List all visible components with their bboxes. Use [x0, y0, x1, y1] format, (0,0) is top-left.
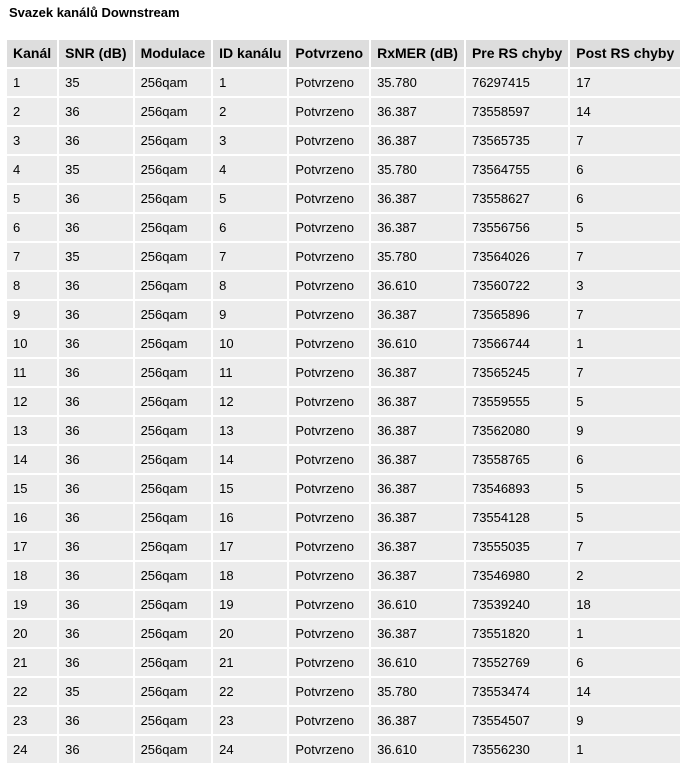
- cell-kanal: 3: [7, 127, 57, 154]
- table-row: [7, 446, 680, 473]
- cell-post-rs: 7: [570, 359, 680, 386]
- cell-id-kanalu: 17: [213, 533, 287, 560]
- cell-rxmer: 36.387: [371, 504, 464, 531]
- cell-rxmer: 36.610: [371, 272, 464, 299]
- cell-rxmer: 35.780: [371, 156, 464, 183]
- cell-modulace: 256qam: [135, 591, 212, 618]
- cell-post-rs: 7: [570, 301, 680, 328]
- cell-kanal: 24: [7, 736, 57, 763]
- cell-id-kanalu: 8: [213, 272, 287, 299]
- cell-modulace: 256qam: [135, 736, 212, 763]
- cell-snr: 36: [59, 98, 132, 125]
- header-rxmer: RxMER (dB): [371, 40, 464, 67]
- cell-pre-rs: 73546980: [466, 562, 568, 589]
- cell-rxmer: 36.387: [371, 417, 464, 444]
- cell-pre-rs: 73555035: [466, 533, 568, 560]
- cell-snr: 36: [59, 330, 132, 357]
- cell-rxmer: 36.387: [371, 533, 464, 560]
- cell-pre-rs: 73558627: [466, 185, 568, 212]
- cell-id-kanalu: 12: [213, 388, 287, 415]
- cell-id-kanalu: 16: [213, 504, 287, 531]
- cell-pre-rs: 73553474: [466, 678, 568, 705]
- cell-kanal: 18: [7, 562, 57, 589]
- table-row: [7, 736, 680, 763]
- cell-potvrzeno: Potvrzeno: [289, 736, 369, 763]
- cell-modulace: 256qam: [135, 620, 212, 647]
- cell-post-rs: 17: [570, 69, 680, 96]
- cell-id-kanalu: 2: [213, 98, 287, 125]
- table-row: [7, 707, 680, 734]
- table-row: [7, 591, 680, 618]
- cell-post-rs: 1: [570, 620, 680, 647]
- cell-modulace: 256qam: [135, 301, 212, 328]
- cell-kanal: 15: [7, 475, 57, 502]
- cell-kanal: 9: [7, 301, 57, 328]
- cell-kanal: 20: [7, 620, 57, 647]
- cell-rxmer: 35.780: [371, 69, 464, 96]
- cell-rxmer: 36.610: [371, 330, 464, 357]
- table-row: [7, 98, 680, 125]
- cell-potvrzeno: Potvrzeno: [289, 562, 369, 589]
- table-row: [7, 127, 680, 154]
- cell-rxmer: 36.387: [371, 98, 464, 125]
- cell-snr: 36: [59, 620, 132, 647]
- header-pre-rs: Pre RS chyby: [466, 40, 568, 67]
- header-snr: SNR (dB): [59, 40, 132, 67]
- table-body: [7, 69, 680, 763]
- cell-post-rs: 9: [570, 707, 680, 734]
- cell-kanal: 4: [7, 156, 57, 183]
- table-row: [7, 678, 680, 705]
- cell-rxmer: 36.387: [371, 359, 464, 386]
- page-title: Svazek kanálů Downstream: [9, 5, 180, 20]
- cell-modulace: 256qam: [135, 243, 212, 270]
- cell-potvrzeno: Potvrzeno: [289, 533, 369, 560]
- table-row: [7, 649, 680, 676]
- cell-modulace: 256qam: [135, 98, 212, 125]
- cell-modulace: 256qam: [135, 533, 212, 560]
- cell-potvrzeno: Potvrzeno: [289, 69, 369, 96]
- cell-potvrzeno: Potvrzeno: [289, 388, 369, 415]
- cell-snr: 36: [59, 475, 132, 502]
- cell-snr: 35: [59, 156, 132, 183]
- cell-kanal: 13: [7, 417, 57, 444]
- cell-potvrzeno: Potvrzeno: [289, 359, 369, 386]
- cell-potvrzeno: Potvrzeno: [289, 272, 369, 299]
- cell-id-kanalu: 19: [213, 591, 287, 618]
- cell-modulace: 256qam: [135, 69, 212, 96]
- cell-rxmer: 36.387: [371, 446, 464, 473]
- cell-potvrzeno: Potvrzeno: [289, 707, 369, 734]
- cell-snr: 35: [59, 678, 132, 705]
- cell-potvrzeno: Potvrzeno: [289, 504, 369, 531]
- table-row: [7, 417, 680, 444]
- cell-post-rs: 14: [570, 98, 680, 125]
- cell-modulace: 256qam: [135, 272, 212, 299]
- cell-rxmer: 36.387: [371, 562, 464, 589]
- cell-snr: 36: [59, 388, 132, 415]
- cell-kanal: 22: [7, 678, 57, 705]
- cell-snr: 36: [59, 214, 132, 241]
- cell-potvrzeno: Potvrzeno: [289, 243, 369, 270]
- cell-pre-rs: 73564026: [466, 243, 568, 270]
- cell-post-rs: 5: [570, 388, 680, 415]
- cell-post-rs: 3: [570, 272, 680, 299]
- cell-post-rs: 5: [570, 504, 680, 531]
- cell-pre-rs: 76297415: [466, 69, 568, 96]
- cell-post-rs: 1: [570, 736, 680, 763]
- cell-snr: 36: [59, 127, 132, 154]
- cell-post-rs: 14: [570, 678, 680, 705]
- cell-kanal: 14: [7, 446, 57, 473]
- table-row: [7, 214, 680, 241]
- cell-rxmer: 36.387: [371, 214, 464, 241]
- cell-kanal: 1: [7, 69, 57, 96]
- cell-kanal: 6: [7, 214, 57, 241]
- header-id-kanalu: ID kanálu: [213, 40, 287, 67]
- cell-rxmer: 36.610: [371, 649, 464, 676]
- cell-modulace: 256qam: [135, 707, 212, 734]
- cell-post-rs: 7: [570, 533, 680, 560]
- cell-snr: 36: [59, 272, 132, 299]
- cell-id-kanalu: 15: [213, 475, 287, 502]
- cell-modulace: 256qam: [135, 504, 212, 531]
- header-potvrzeno: Potvrzeno: [289, 40, 369, 67]
- header-kanal: Kanál: [7, 40, 57, 67]
- cell-rxmer: 36.387: [371, 475, 464, 502]
- table-row: [7, 301, 680, 328]
- cell-snr: 36: [59, 707, 132, 734]
- cell-id-kanalu: 22: [213, 678, 287, 705]
- cell-potvrzeno: Potvrzeno: [289, 330, 369, 357]
- cell-potvrzeno: Potvrzeno: [289, 127, 369, 154]
- cell-id-kanalu: 13: [213, 417, 287, 444]
- cell-modulace: 256qam: [135, 388, 212, 415]
- cell-rxmer: 36.387: [371, 301, 464, 328]
- cell-potvrzeno: Potvrzeno: [289, 620, 369, 647]
- cell-modulace: 256qam: [135, 475, 212, 502]
- cell-potvrzeno: Potvrzeno: [289, 446, 369, 473]
- cell-potvrzeno: Potvrzeno: [289, 185, 369, 212]
- cell-snr: 36: [59, 185, 132, 212]
- cell-id-kanalu: 14: [213, 446, 287, 473]
- cell-pre-rs: 73562080: [466, 417, 568, 444]
- cell-pre-rs: 73560722: [466, 272, 568, 299]
- cell-kanal: 23: [7, 707, 57, 734]
- table-row: [7, 359, 680, 386]
- cell-id-kanalu: 11: [213, 359, 287, 386]
- cell-snr: 36: [59, 504, 132, 531]
- cell-id-kanalu: 7: [213, 243, 287, 270]
- cell-post-rs: 1: [570, 330, 680, 357]
- cell-snr: 36: [59, 562, 132, 589]
- header-row: [7, 40, 680, 67]
- cell-potvrzeno: Potvrzeno: [289, 301, 369, 328]
- cell-rxmer: 35.780: [371, 243, 464, 270]
- cell-pre-rs: 73551820: [466, 620, 568, 647]
- cell-post-rs: 7: [570, 127, 680, 154]
- cell-snr: 36: [59, 301, 132, 328]
- cell-id-kanalu: 24: [213, 736, 287, 763]
- cell-pre-rs: 73554128: [466, 504, 568, 531]
- cell-id-kanalu: 20: [213, 620, 287, 647]
- cell-potvrzeno: Potvrzeno: [289, 649, 369, 676]
- cell-pre-rs: 73554507: [466, 707, 568, 734]
- cell-pre-rs: 73566744: [466, 330, 568, 357]
- cell-kanal: 11: [7, 359, 57, 386]
- cell-kanal: 17: [7, 533, 57, 560]
- cell-pre-rs: 73539240: [466, 591, 568, 618]
- cell-rxmer: 36.387: [371, 388, 464, 415]
- cell-modulace: 256qam: [135, 156, 212, 183]
- cell-potvrzeno: Potvrzeno: [289, 156, 369, 183]
- cell-potvrzeno: Potvrzeno: [289, 98, 369, 125]
- table-row: [7, 475, 680, 502]
- cell-rxmer: 36.610: [371, 591, 464, 618]
- header-post-rs: Post RS chyby: [570, 40, 680, 67]
- table-row: [7, 272, 680, 299]
- cell-pre-rs: 73564755: [466, 156, 568, 183]
- cell-modulace: 256qam: [135, 446, 212, 473]
- cell-modulace: 256qam: [135, 330, 212, 357]
- cell-post-rs: 6: [570, 649, 680, 676]
- cell-snr: 36: [59, 417, 132, 444]
- table-row: [7, 330, 680, 357]
- cell-snr: 36: [59, 533, 132, 560]
- cell-id-kanalu: 5: [213, 185, 287, 212]
- table-row: [7, 562, 680, 589]
- cell-snr: 35: [59, 69, 132, 96]
- cell-pre-rs: 73552769: [466, 649, 568, 676]
- cell-id-kanalu: 18: [213, 562, 287, 589]
- cell-id-kanalu: 6: [213, 214, 287, 241]
- cell-rxmer: 36.387: [371, 185, 464, 212]
- header-modulace: Modulace: [135, 40, 212, 67]
- cell-snr: 36: [59, 736, 132, 763]
- cell-kanal: 12: [7, 388, 57, 415]
- table-header: [7, 40, 680, 67]
- cell-id-kanalu: 4: [213, 156, 287, 183]
- cell-id-kanalu: 23: [213, 707, 287, 734]
- cell-modulace: 256qam: [135, 678, 212, 705]
- cell-pre-rs: 73565245: [466, 359, 568, 386]
- cell-snr: 36: [59, 591, 132, 618]
- cell-snr: 36: [59, 359, 132, 386]
- cell-potvrzeno: Potvrzeno: [289, 475, 369, 502]
- cell-post-rs: 18: [570, 591, 680, 618]
- cell-pre-rs: 73559555: [466, 388, 568, 415]
- table-row: [7, 533, 680, 560]
- cell-id-kanalu: 3: [213, 127, 287, 154]
- table-row: [7, 620, 680, 647]
- cell-pre-rs: 73565735: [466, 127, 568, 154]
- table-row: [7, 388, 680, 415]
- cell-pre-rs: 73565896: [466, 301, 568, 328]
- cell-post-rs: 7: [570, 243, 680, 270]
- cell-post-rs: 9: [570, 417, 680, 444]
- cell-modulace: 256qam: [135, 562, 212, 589]
- cell-kanal: 10: [7, 330, 57, 357]
- cell-post-rs: 6: [570, 446, 680, 473]
- cell-kanal: 8: [7, 272, 57, 299]
- cell-post-rs: 2: [570, 562, 680, 589]
- cell-snr: 36: [59, 446, 132, 473]
- cell-pre-rs: 73546893: [466, 475, 568, 502]
- cell-id-kanalu: 9: [213, 301, 287, 328]
- table-row: [7, 243, 680, 270]
- cell-id-kanalu: 1: [213, 69, 287, 96]
- cell-pre-rs: 73558597: [466, 98, 568, 125]
- cell-potvrzeno: Potvrzeno: [289, 591, 369, 618]
- cell-kanal: 5: [7, 185, 57, 212]
- cell-id-kanalu: 21: [213, 649, 287, 676]
- table-row: [7, 504, 680, 531]
- cell-kanal: 7: [7, 243, 57, 270]
- cell-rxmer: 36.387: [371, 620, 464, 647]
- cell-pre-rs: 73558765: [466, 446, 568, 473]
- cell-kanal: 2: [7, 98, 57, 125]
- cell-kanal: 19: [7, 591, 57, 618]
- cell-modulace: 256qam: [135, 185, 212, 212]
- cell-post-rs: 6: [570, 185, 680, 212]
- cell-snr: 35: [59, 243, 132, 270]
- cell-pre-rs: 73556230: [466, 736, 568, 763]
- cell-modulace: 256qam: [135, 359, 212, 386]
- cell-modulace: 256qam: [135, 417, 212, 444]
- cell-potvrzeno: Potvrzeno: [289, 678, 369, 705]
- cell-id-kanalu: 10: [213, 330, 287, 357]
- cell-post-rs: 6: [570, 156, 680, 183]
- cell-modulace: 256qam: [135, 649, 212, 676]
- cell-post-rs: 5: [570, 214, 680, 241]
- cell-snr: 36: [59, 649, 132, 676]
- table-row: [7, 156, 680, 183]
- cell-rxmer: 35.780: [371, 678, 464, 705]
- table-row: [7, 69, 680, 96]
- cell-post-rs: 5: [570, 475, 680, 502]
- cell-potvrzeno: Potvrzeno: [289, 214, 369, 241]
- cell-pre-rs: 73556756: [466, 214, 568, 241]
- cell-rxmer: 36.610: [371, 736, 464, 763]
- cell-rxmer: 36.387: [371, 707, 464, 734]
- cell-potvrzeno: Potvrzeno: [289, 417, 369, 444]
- cell-kanal: 16: [7, 504, 57, 531]
- cell-modulace: 256qam: [135, 214, 212, 241]
- cell-kanal: 21: [7, 649, 57, 676]
- downstream-channels-table: [5, 38, 680, 765]
- cell-rxmer: 36.387: [371, 127, 464, 154]
- cell-modulace: 256qam: [135, 127, 212, 154]
- table-row: [7, 185, 680, 212]
